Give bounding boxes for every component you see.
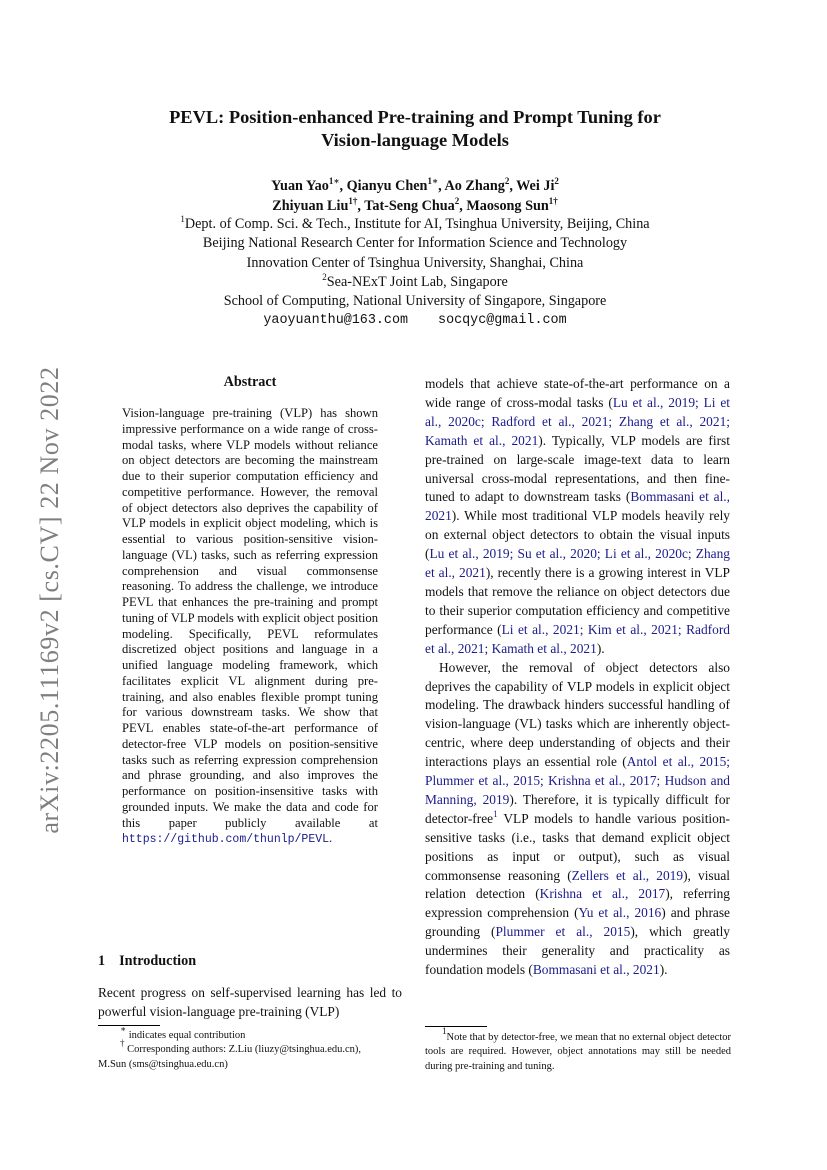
abstract-text: Vision-language pre-training (VLP) has shown impressive performance on a wide range of cross-modal tasks, where VLP models without reliance on object detectors are becoming the mainstream due to their superior computation efficiency and competitive performance. However, the removal of object detectors also deprives the capability of VLP models in explicit object modeling, which is essential to various position-sensitive vision-language (VL) tasks, such as referring expression comprehension and visual commonsense reasoning. To address the challenge, we introduce PEVL that enhances the pre-training and prompt tuning of VLP models with explicit object position modeling. Specifically, PEVL reformulates discretized object positions and language in a unified language modeling framework, which facilitates explicit VL alignment during pre-training, and also enables flexible prompt tuning for various downstream tasks. We show that PEVL enables state-of-the-art performance of detector-free VLP models on position-sensitive tasks such as referring expression comprehension and phrase grounding, and also improves the performance on position-insensitive tasks with grounded inputs. We make the data and code for this paper publicly available at bbox=[122, 406, 378, 830]
footnote-mark: ∗ bbox=[120, 1024, 127, 1034]
author-name: Wei Ji bbox=[516, 178, 555, 194]
footnote-detector-free bbox=[425, 1026, 731, 1074]
affiliation-text: Dept. of Comp. Sci. & Tech., Institute for AI, Tsinghua University, Beijing, China bbox=[184, 216, 650, 232]
email-line bbox=[60, 311, 770, 330]
title-line-1: PEVL: Position-enhanced Pre-training and Prompt Tuning for bbox=[169, 107, 661, 127]
author-affil-mark: 2 bbox=[554, 176, 559, 186]
text-run: VLP models to handle various position-sensitive tasks (i.e., tasks that demand explicit object positions as input or output), such as visual commonsense reasoning ( bbox=[425, 810, 730, 883]
author-name: Tat-Seng Chua bbox=[364, 198, 455, 214]
intro-paragraph: Recent progress on self-supervised learning has led to powerful vision-language pre-training (VLP) bbox=[98, 985, 402, 1019]
footnote-text: indicates equal contribution bbox=[128, 1030, 246, 1041]
text-run: ). bbox=[659, 962, 668, 978]
author-list: Yuan Yao$^{1∗}$, Qianyu Chen$^{1∗}$, Ao Zhang$^2$, Wei Ji$^2$ Zhiyuan Liu$^{1\dagger}$, Tat-Seng Chua$^2$, Maosong Sun$^{1\dagger}$ bbox=[271, 176, 559, 214]
author-name: Yuan Yao bbox=[271, 178, 329, 194]
footnote-mark: † bbox=[120, 1038, 125, 1049]
email-2: socqyc@gmail.com bbox=[438, 313, 567, 329]
abstract-body bbox=[122, 406, 378, 848]
author-name: Ao Zhang bbox=[444, 178, 505, 194]
citation-link[interactable]: Yu et al., 2016 bbox=[578, 905, 662, 921]
citation-link[interactable]: Lu et al., 2019; Su et al., 2020; Li et al., 2020c; Zhang et al., 2021 bbox=[425, 546, 730, 581]
section-number: 1 bbox=[98, 953, 106, 969]
text-run: ) and phrase grounding ( bbox=[425, 905, 730, 940]
code-link[interactable]: https://github.com/thunlp/PEVL bbox=[122, 833, 330, 847]
text-run: However, the removal of object detectors also deprives the capability of VLP models in explicit object modeling. The drawback hinders successful handling of vision-language (VL) tasks which are inherently object-centric, where deep understanding of objects and their interactions plays an essential role ( bbox=[425, 659, 730, 770]
affiliation-line bbox=[60, 215, 770, 234]
citation-link[interactable]: Lu et al., 2019; Li et al., 2020c; Radford et al., 2021; Zhang et al., 2021; Kamath et al., 2021 bbox=[425, 394, 730, 448]
right-paragraph-2 bbox=[425, 659, 730, 980]
author-affil-mark: 1∗ bbox=[328, 176, 340, 186]
text-run: ), which greatly undermines their generality and practicality as foundation models ( bbox=[425, 924, 730, 978]
footnote-text: Note that by detector-free, we mean that no external object detector tools are required. However, object annotations may still be needed during pre-training and tuning. bbox=[425, 1032, 731, 1072]
footnotes-left bbox=[98, 1024, 404, 1072]
affiliation-line: Innovation Center of Tsinghua University, Shanghai, China bbox=[246, 254, 584, 271]
section-heading bbox=[98, 953, 196, 970]
affiliation-text: Sea-NExT Joint Lab, Singapore bbox=[326, 273, 508, 290]
abstract-end: . bbox=[329, 831, 333, 846]
text-run: ). Therefore, it is typically difficult for detector-free bbox=[425, 791, 731, 826]
affiliations bbox=[60, 215, 770, 331]
footnote-rule-left bbox=[98, 1025, 160, 1026]
author-name: Zhiyuan Liu bbox=[272, 198, 349, 214]
text-run: models that achieve state-of-the-art performance on a wide range of cross-modal tasks ( bbox=[425, 376, 730, 410]
citation-link[interactable]: Plummer et al., 2015 bbox=[495, 924, 631, 940]
author-affil-mark: 2 bbox=[504, 176, 510, 186]
footnote-equal-contribution bbox=[98, 1024, 404, 1043]
citation-link[interactable]: Krishna et al., 2017 bbox=[539, 886, 666, 902]
text-run: ). bbox=[596, 640, 605, 656]
section-title: Introduction bbox=[119, 953, 197, 969]
abstract-heading: Abstract bbox=[223, 374, 277, 390]
text-run: ), referring expression comprehension ( bbox=[425, 886, 730, 921]
footnote-ref-link[interactable]: 1 bbox=[493, 808, 498, 819]
footnote-rule-right bbox=[425, 1026, 487, 1027]
citation-link[interactable]: Antol et al., 2015; Plummer et al., 2015; Krishna et al., 2017; Hudson and Manning, 2019 bbox=[425, 754, 730, 807]
footnote-mark: 1 bbox=[442, 1026, 447, 1036]
email-1: yaoyuanthu@163.com bbox=[263, 313, 409, 329]
author-name: Maosong Sun bbox=[466, 198, 549, 214]
text-run: ). Typically, VLP models are first pre-trained on large-scale image-text data to learn universal cross-modal representations, and then fine-tuned to adapt to downstream tasks ( bbox=[425, 432, 730, 505]
title-line-2: Vision-language Models bbox=[321, 130, 509, 150]
footnote-corresponding-cont: M.Sun (sms@tsinghua.edu.cn) bbox=[98, 1058, 228, 1070]
author-affil-mark: 1† bbox=[348, 196, 358, 206]
affiliation-line: Beijing National Research Center for Information Science and Technology bbox=[202, 235, 628, 252]
citation-link[interactable]: Zellers et al., 2019 bbox=[571, 867, 684, 883]
arxiv-stamp: arXiv:2205.11169v2 [cs.CV] 22 Nov 2022 bbox=[35, 366, 64, 834]
affiliation-line bbox=[60, 273, 770, 292]
paper-title bbox=[60, 106, 770, 152]
author-affil-mark: 1† bbox=[548, 196, 558, 206]
affiliation-mark: 1 bbox=[180, 214, 185, 224]
text-run: ), visual relation detection ( bbox=[425, 867, 731, 902]
affiliation-line: School of Computing, National University of Singapore, Singapore bbox=[223, 293, 607, 310]
right-paragraph-1 bbox=[425, 375, 730, 659]
citation-link[interactable]: Bommasani et al., 2021 bbox=[425, 489, 730, 524]
text-run: ). While most traditional VLP models heavily rely on external object detectors to obtain the visual inputs ( bbox=[425, 508, 730, 562]
footnote-corresponding bbox=[98, 1038, 404, 1057]
citation-link[interactable]: Li et al., 2021; Kim et al., 2021; Radford et al., 2021; Kamath et al., 2021 bbox=[425, 621, 730, 656]
citation-link[interactable]: Bommasani et al., 2021 bbox=[532, 962, 660, 978]
right-column bbox=[425, 375, 730, 980]
author-name: Qianyu Chen bbox=[346, 178, 428, 194]
author-affil-mark: 2 bbox=[454, 196, 460, 206]
author-affil-mark: 1∗ bbox=[427, 176, 439, 186]
footnote-text: Corresponding authors: Z.Liu (liuzy@tsinghua.edu.cn), bbox=[127, 1044, 362, 1056]
text-run: ), recently there is a growing interest in VLP models that remove the reliance on object detectors due to their superior computation efficiency and competitive performance ( bbox=[425, 565, 730, 637]
affiliation-mark: 2 bbox=[322, 271, 327, 282]
